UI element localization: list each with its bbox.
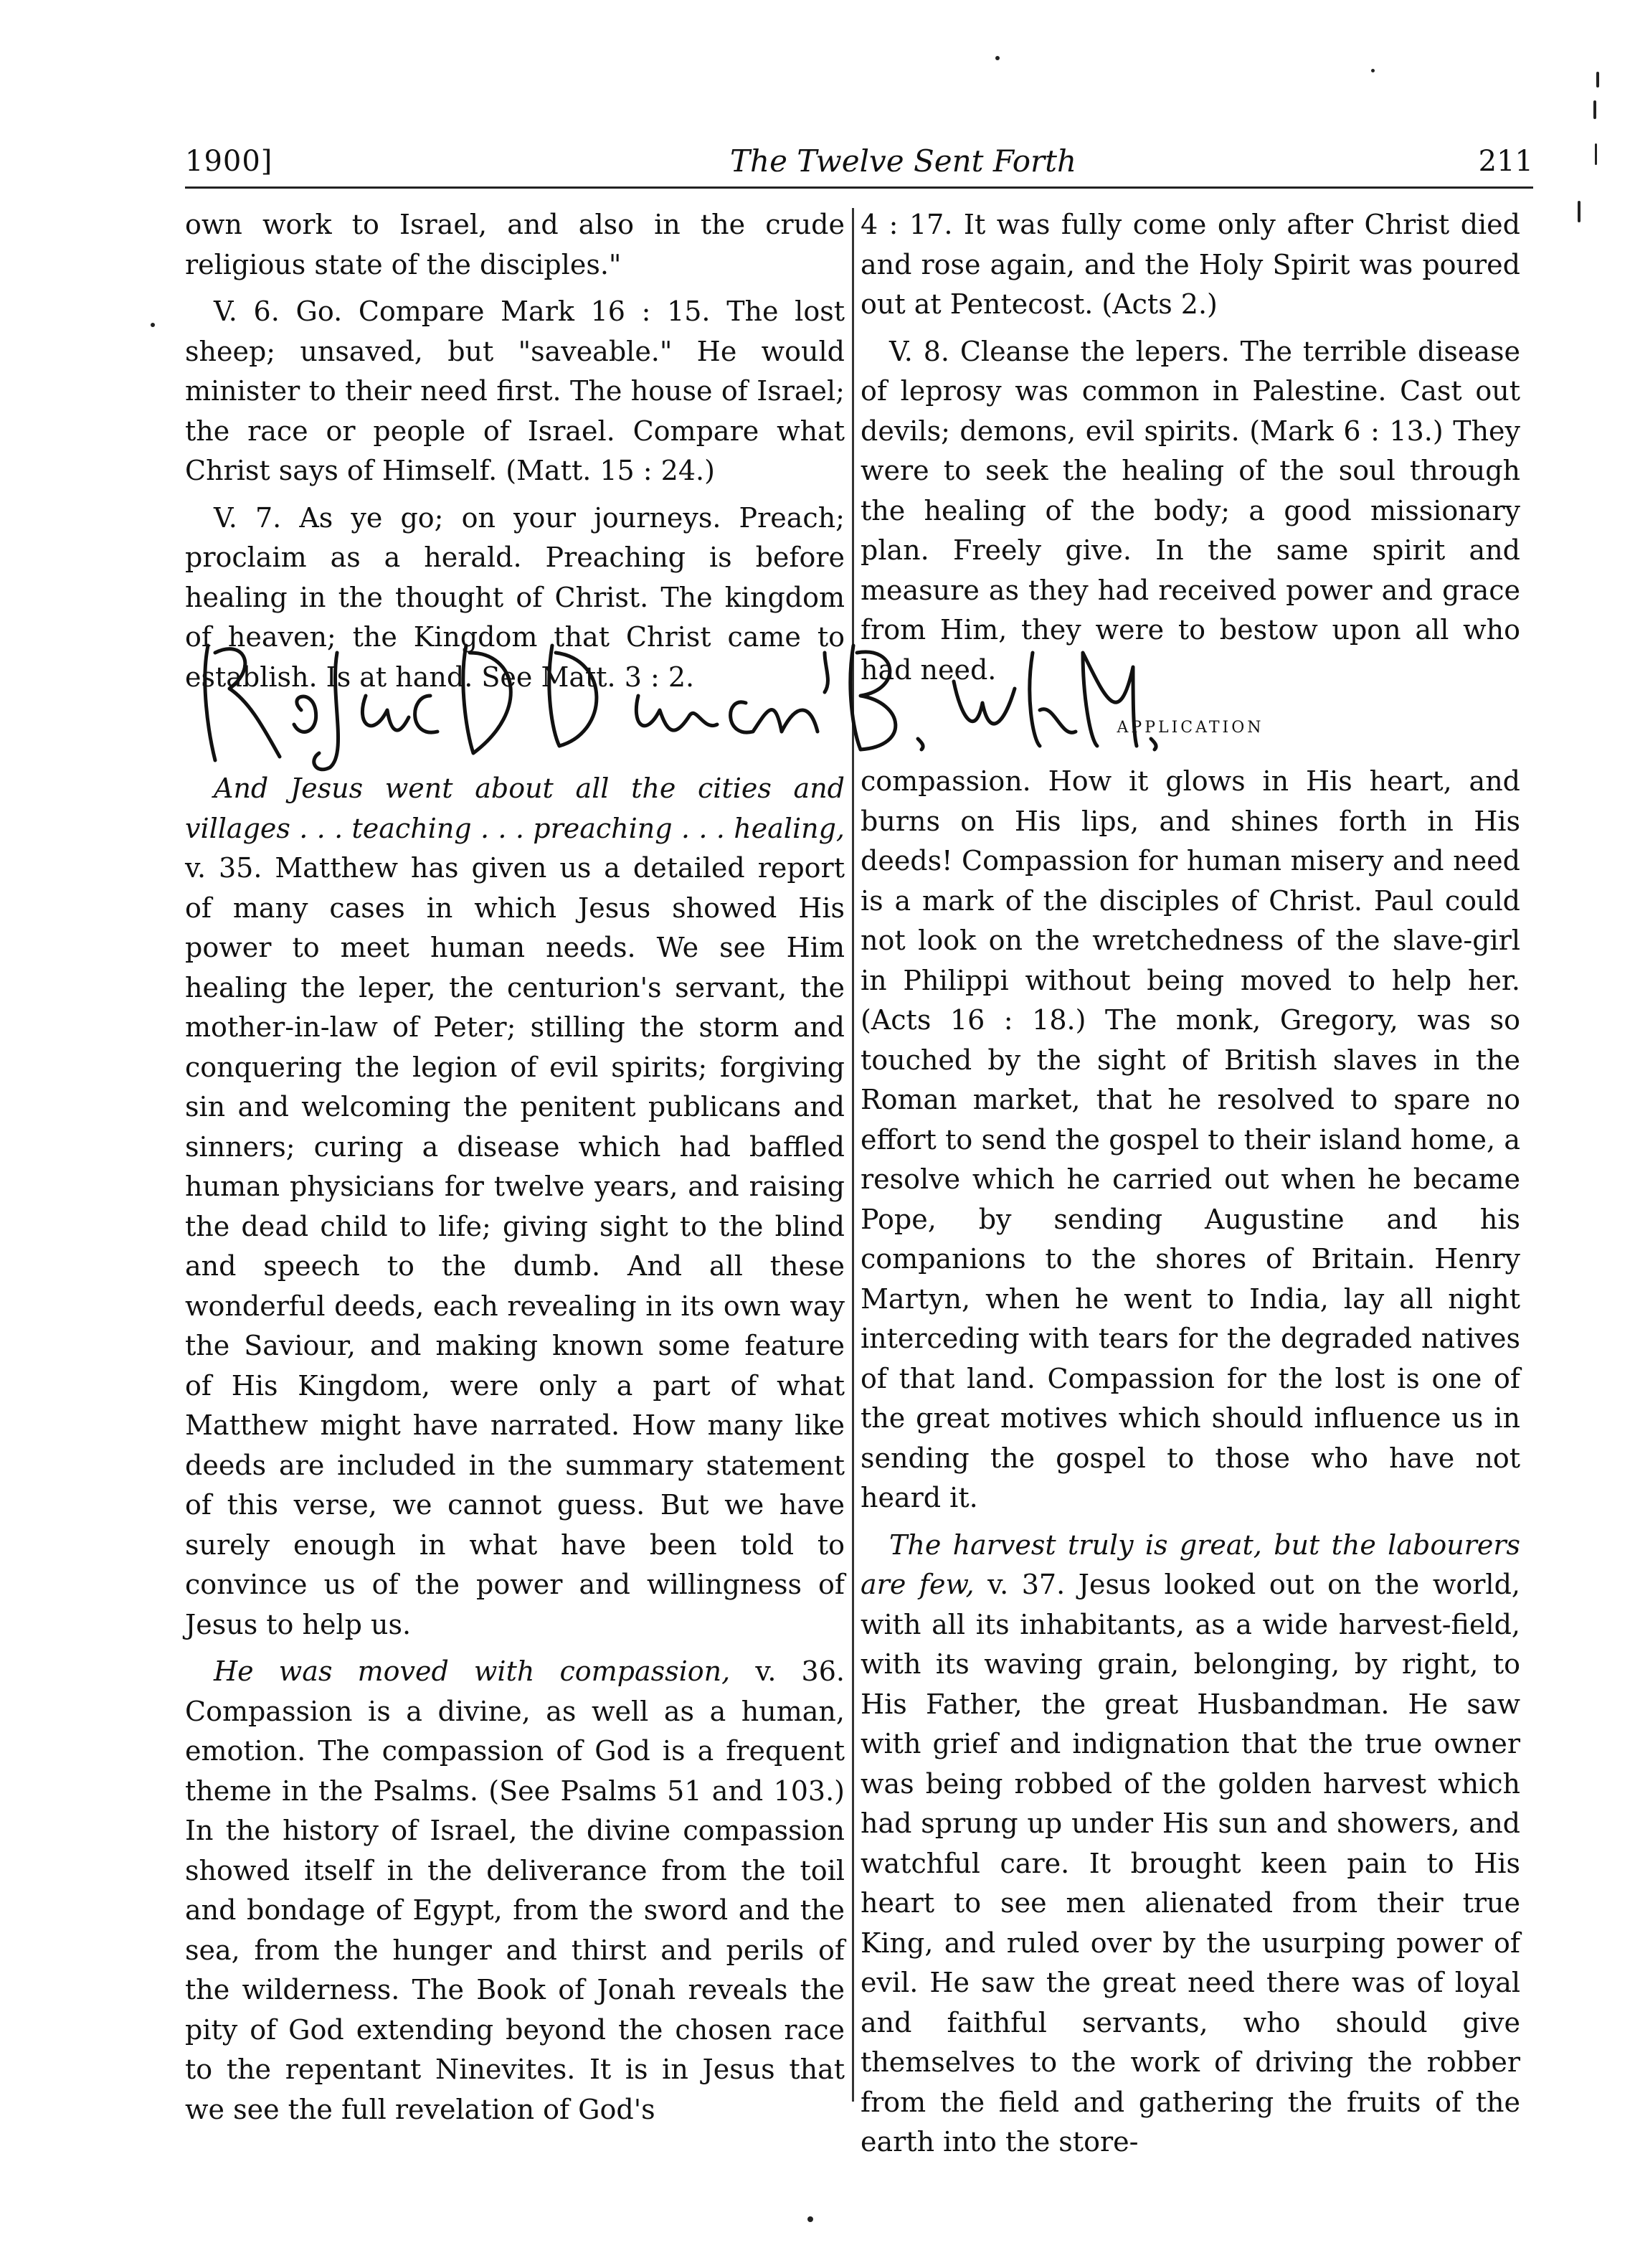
signature-stroke: [415, 696, 437, 732]
signature-stroke: [850, 646, 896, 750]
paragraph-text: V. 6. Go. Compare Mark 16 : 15. The lost sheep; unsaved, but "saveable." He would minister to their need first. The house of Israel; the race or people of Israel. Compare what Christ says of Himself. (Matt. 15 : 24.): [185, 296, 845, 486]
print-speck: [1596, 72, 1599, 88]
signature-stroke: [1151, 739, 1156, 750]
paragraph-text: V. 7. As ye go; on your journeys. Preach; proclaim as a herald. Preaching is before healing in the thought of Christ. The kingdom of heaven; the Kingdom that Christ came to establish. Is at hand. See Matt. 3 : 2.: [185, 501, 845, 693]
print-speck: [1371, 69, 1375, 72]
signature-stroke: [1083, 653, 1137, 746]
print-speck: [1578, 201, 1580, 222]
paragraph-text: v. 36. Compassion is a divine, as well as a human, emotion. The compassion of God is a frequent theme in the Psalms. (See Psalms 51 and 103.) In the history of Israel, the divine compassion showed itself in the deliverance from the toil and bondage of Egypt, from the sword and the sea, from the hunger and thirst and perils of the wilderness. The Book of Jonah reveals the pity of God extending beyond the chosen race to the repentant Ninevites. It is in Jesus that we see the full revelation of God's: [185, 1655, 845, 2125]
application-heading: APPLICATION: [1117, 719, 1264, 737]
column-divider: [852, 208, 854, 2102]
paragraph-text: v. 35. Matthew has given us a detailed report of many cases in which Jesus showed His power to meet human needs. We see Him healing the leper, the centurion's servant, the mother-in-law of Peter; stilling the storm and conquering the legion of evil spirits; forgiving sin and welcoming the penitent publicans and sinners; curing a disease which had baffled human physicians for twelve years, and raising the dead child to life; giving sight to the blind and speech to the dumb. And all these wonderful deeds, each revealing in its own way the Saviour, and making known some feature of His Kingdom, were only a part of what Matthew might have narrated. How many like deeds are included in the summary statement of this verse, we cannot guess. But we have surely enough in what have been told to convince us of the power and willingness of Jesus to help us.: [185, 852, 845, 1640]
paragraph-text: 4 : 17. It was fully come only after Christ died and rose again, and the Holy Spirit was poured out at Pentecost. (Acts 2.): [861, 209, 1520, 320]
print-speck: [151, 323, 155, 327]
paragraph-text: compassion. How it glows in His heart, and burns on His lips, and shines forth in His deeds! Compassion for human misery and need is a mark of the disciples of Christ. Paul could not look on the wretchedness of the slave-girl in Philippi without being moved to help her. (Acts 16 : 18.) The monk, Gregory, was so touched by the sight of British slaves in the Roman market, that he resolved to spare no effort to send the gospel to their island home, a resolve which he carried out when he became Pope, by sending Augustine and his companions to the shores of Britain. Henry Martyn, when he went to India, lay all night interceding with tears for the degraded natives of that land. Compassion for the lost is one of the great motives which should influence us in sending the gospel to those who have not heard it.: [861, 765, 1520, 1513]
paragraph: [185, 292, 845, 491]
paragraph: [861, 205, 1520, 325]
paragraph-lead: He was moved with compassion,: [214, 1655, 731, 1687]
print-speck: [995, 56, 1000, 60]
signature-stroke: [731, 702, 818, 732]
paragraph-text: own work to Israel, and also in the crude religious state of the disciples.": [185, 209, 845, 280]
print-speck: [807, 2216, 813, 2222]
paragraph: [861, 762, 1520, 1518]
paragraph: [185, 1652, 845, 2130]
signature-stroke: [1030, 653, 1076, 746]
paragraph-lead: And Jesus went about all the cities and villages . . . teaching . . . preaching . . . healing,: [185, 772, 845, 844]
header-title: The Twelve Sent Forth: [730, 143, 1076, 179]
paragraph-text: v. 37. Jesus looked out on the world, with all its inhabitants, as a wide harvest-field, with its waving grain, belonging, by right, to His Father, the great Husbandman. He saw with grief and indignation that the true owner was being robbed of the golden harvest which had sprung up under His sun and showers, and watchful care. It brought keen pain to His heart to see men alienated from their true King, and ruled over by the usurping power of evil. He saw the great need there was of loyal and faithful servants, who should give themselves to the work of driving the robber from the field and gathering the fruits of the earth into the store-: [861, 1569, 1520, 2158]
header-year: 1900]: [185, 145, 273, 178]
left-column: [185, 205, 845, 2125]
print-speck: [1595, 143, 1597, 165]
signature-stroke: [636, 696, 717, 730]
handwritten-signature: [194, 624, 1183, 782]
page-header: [185, 143, 1533, 189]
signature-stroke: [362, 696, 409, 730]
right-column: [861, 205, 1520, 2158]
paragraph-lead: The harvest truly is great, but the labourers are few,: [861, 1528, 1520, 1600]
paragraph: [185, 769, 845, 1645]
signature-stroke: [549, 646, 597, 746]
header-page-number: 211: [1478, 145, 1533, 178]
signature-stroke: [463, 646, 511, 753]
signature-stroke: [205, 646, 280, 760]
signature-stroke: [918, 739, 923, 750]
signature-stroke: [314, 653, 338, 770]
signature-stroke: [294, 696, 316, 732]
paragraph: [185, 205, 845, 285]
print-speck: [1593, 100, 1596, 119]
paragraph-text: V. 8. Cleanse the lepers. The terrible disease of leprosy was common in Palestine. Cast out devils; demons, evil spirits. (Mark 6 : 13.) They were to seek the healing of the soul through the healing of the body; a good missionary plan. Freely give. In the same spirit and measure as they had received power and grace from Him, they were to bestow upon all who had need.: [861, 335, 1520, 686]
signature-stroke: [825, 653, 828, 692]
paragraph: [861, 1526, 1520, 2163]
signature-stroke: [954, 681, 1015, 724]
